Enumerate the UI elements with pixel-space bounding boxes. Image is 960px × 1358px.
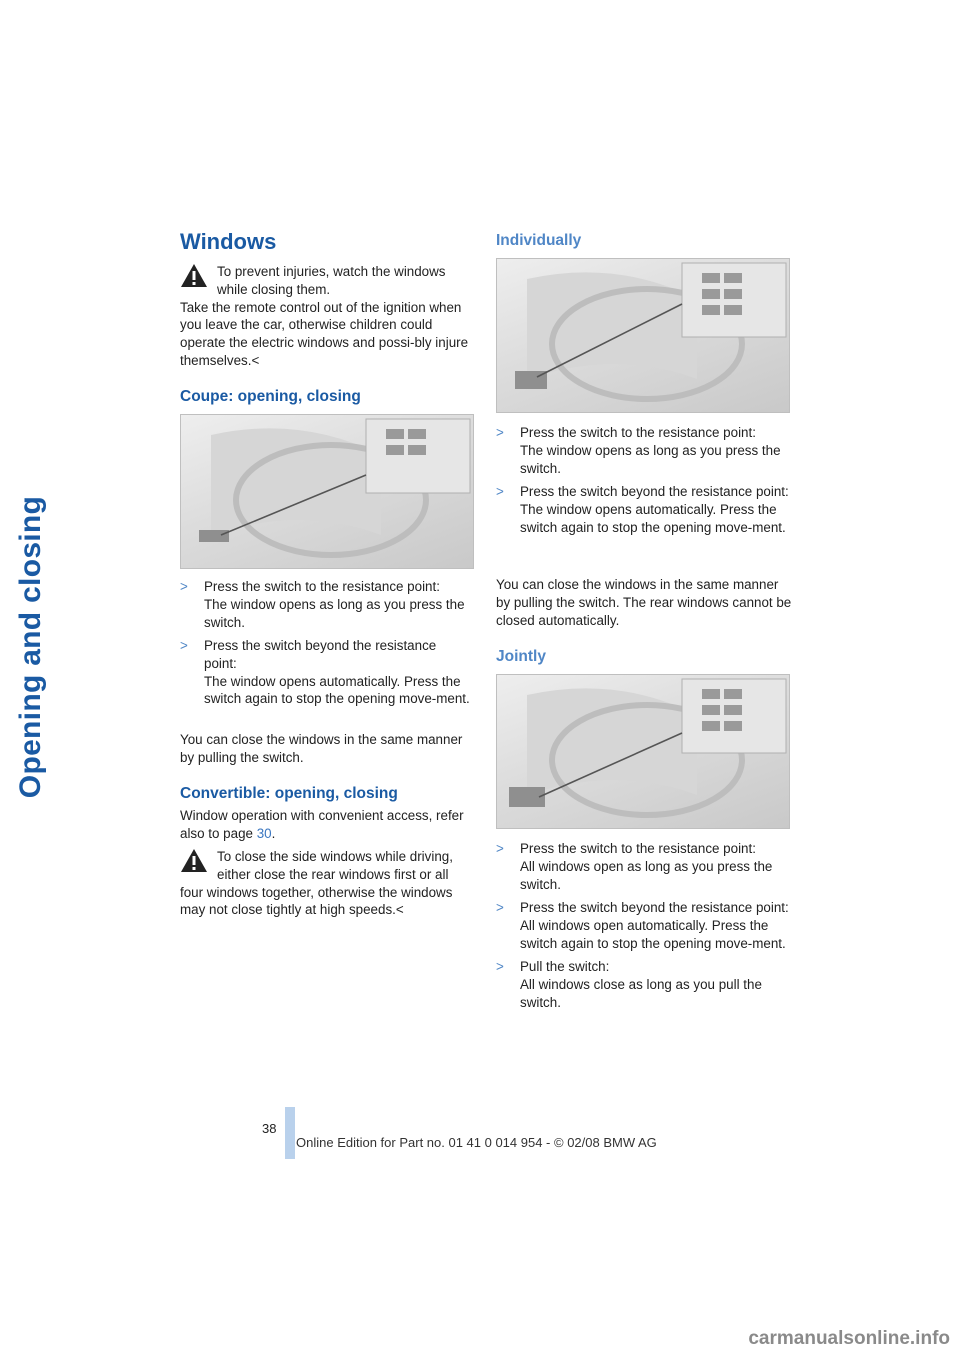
coupe-bullet-list: [180, 578, 472, 714]
convertible-intro: [180, 807, 472, 843]
door-switch-illustration-icon: [181, 415, 473, 568]
coupe-switch-illustration: [180, 414, 474, 569]
warning-convertible-rest: four windows together, otherwise the windows may not close tightly at high speeds.<: [180, 884, 453, 918]
page-number: 38: [262, 1121, 277, 1136]
section-title-individually: Individually: [496, 232, 582, 249]
list-item: [496, 483, 792, 536]
bullet-marker: >: [496, 841, 504, 856]
section-title-jointly: Jointly: [496, 648, 546, 665]
individually-note: You can close the windows in the same manner by pulling the switch. The rear windows cannot be closed automatically.: [496, 577, 792, 628]
list-item-text: Press the switch to the resistance point: The window opens as long as you press the switch.: [520, 425, 781, 476]
list-item: [496, 840, 792, 893]
warning-convertible-lead: To close the side windows while driving, either close the rear windows first or all: [217, 849, 453, 882]
individually-switch-illustration: [496, 258, 790, 413]
bullet-marker: >: [496, 483, 504, 499]
list-item: [180, 578, 472, 631]
jointly-bullet-list: [496, 840, 792, 1017]
list-item: [496, 899, 792, 952]
list-item-text: Press the switch to the resistance point: The window opens as long as you press the switch.: [204, 579, 465, 630]
warning-windows-lead: To prevent injuries, watch the windows while closing them.: [217, 264, 446, 297]
bullet-marker: >: [496, 899, 504, 915]
page-reference-link[interactable]: 30: [256, 825, 272, 841]
side-chapter-title: [10, 228, 52, 1066]
list-item-text: Press the switch beyond the resistance point: All windows open automatically. Press the switch again to stop the opening move-ment.: [520, 899, 789, 951]
jointly-switch-illustration: [496, 674, 790, 829]
footer-accent-bar: [285, 1107, 295, 1159]
section-title-convertible: Convertible: opening, closing: [180, 785, 398, 802]
bullet-marker: >: [496, 958, 504, 974]
list-item-text: Press the switch to the resistance point: All windows open as long as you press the switch.: [520, 841, 773, 892]
convertible-intro-text: Window operation with convenient access, refer also to page: [180, 808, 464, 841]
bullet-marker: >: [496, 425, 504, 440]
list-item: [496, 424, 792, 477]
list-item-text: Press the switch beyond the resistance point: The window opens automatically. Press the switch again to stop the opening move-ment.: [520, 483, 789, 535]
side-chapter-title-text: Opening and closing: [14, 495, 47, 799]
warning-icon: [180, 848, 208, 873]
bullet-marker: >: [180, 637, 188, 653]
footer-edition-text: Online Edition for Part no. 01 41 0 014 954 - © 02/08 BMW AG: [296, 1135, 657, 1150]
list-item-text: Pull the switch: All windows close as long as you pull the switch.: [520, 958, 762, 1010]
section-title-coupe: Coupe: opening, closing: [180, 388, 361, 405]
warning-icon: [180, 263, 208, 288]
list-item: [180, 637, 472, 708]
individually-bullet-list: [496, 424, 792, 542]
bullet-marker: >: [180, 579, 188, 594]
section-title-windows: Windows: [180, 229, 277, 254]
list-item-text: Press the switch beyond the resistance point: The window opens automatically. Press the switch again to stop the opening move-ment.: [204, 637, 470, 707]
coupe-note: You can close the windows in the same manner by pulling the switch.: [180, 732, 463, 765]
door-switch-illustration-icon: [497, 675, 789, 828]
warning-windows-rest: Take the remote control out of the ignition when you leave the car, otherwise children could operate the electric windows and possi-bly injure themselves.<: [180, 299, 469, 368]
convertible-intro-end: .: [271, 825, 276, 841]
door-switch-illustration-icon: [497, 259, 789, 412]
watermark: carmanualsonline.info: [748, 1328, 950, 1349]
list-item: [496, 958, 792, 1011]
